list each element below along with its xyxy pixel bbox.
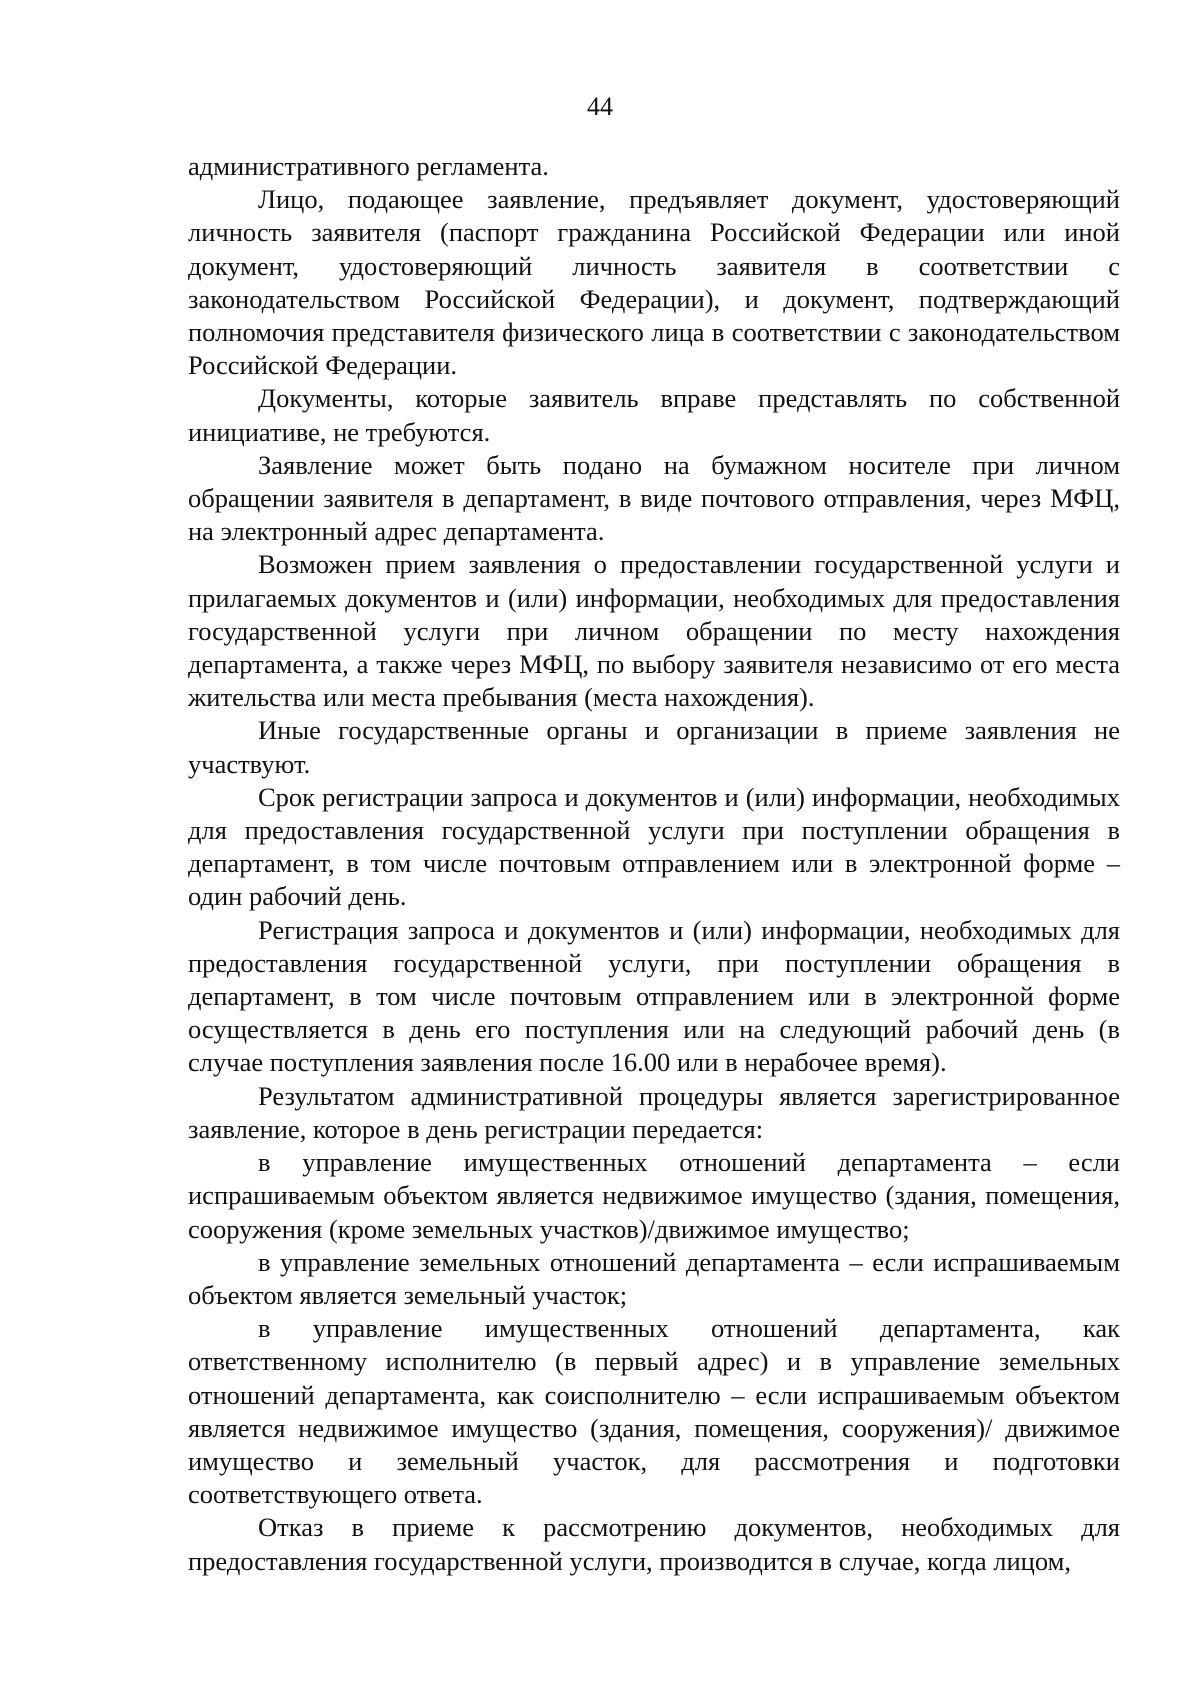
paragraph-reception-location: Возможен прием заявления о предоставлении государственной услуги и прилагаемых документов и (или) информации, необходимых для предоставления государственной услуги при личном обращении по месту нахождения департамента, а также через МФЦ, по выбору заявителя независимо от его места жительства или места пребывания (места нахождения).	[188, 549, 1120, 713]
paragraph-optional-documents: Документы, которые заявитель вправе представлять по собственной инициативе, не требуются.	[188, 383, 1120, 447]
page-number: 44	[587, 92, 613, 121]
paragraph-registration-term: Срок регистрации запроса и документов и (или) информации, необходимых для предоставления государственной услуги при поступлении обращения в департамент, в том числе почтовым отправлением или в электронной форме – один рабочий день.	[188, 781, 1120, 912]
paragraph-property-department: в управление имущественных отношений департамента – если испрашиваемым объектом является недвижимое имущество (здания, помещения, сооружения (кроме земельных участков)/движимое имущество;	[188, 1147, 1120, 1244]
paragraph-land-department: в управление земельных отношений департамента – если испрашиваемым объектом является земельный участок;	[188, 1246, 1120, 1310]
paragraph-submission-methods: Заявление может быть подано на бумажном носителе при личном обращении заявителя в департамент, в виде почтового отправления, через МФЦ, на электронный адрес департамента.	[188, 449, 1120, 547]
paragraph-procedure-result: Результатом административной процедуры является зарегистрированное заявление, которое в день регистрации передается:	[188, 1080, 1120, 1144]
paragraph-registration-procedure: Регистрация запроса и документов и (или) информации, необходимых для предоставления государственной услуги, при поступлении обращения в департамент, в том числе почтовым отправлением или в электронной форме осуществляется в день его поступления или на следующий рабочий день (в случае поступления заявления после 16.00 или в нерабочее время).	[188, 914, 1120, 1078]
document-body	[188, 150, 1120, 1578]
paragraph-joint-handling: в управление имущественных отношений департамента, как ответственному исполнителю (в первый адрес) и в управление земельных отношений департамента, как соисполнителю – если испрашиваемым объектом является недвижимое имущество (здания, помещения, сооружения)/ движимое имущество и земельный участок, для рассмотрения и подготовки соответствующего ответа.	[188, 1313, 1120, 1510]
paragraph-identity-document: Лицо, подающее заявление, предъявляет документ, удостоверяющий личность заявителя (паспорт гражданина Российской Федерации или иной документ, удостоверяющий личность заявителя в соответствии с законодательством Российской Федерации), и документ, подтверждающий полномочия представителя физического лица в соответствии с законодательством Российской Федерации.	[188, 184, 1120, 381]
paragraph-refusal: Отказ в приеме к рассмотрению документов, необходимых для предоставления государственной услуги, производится в случае, когда лицом,	[188, 1512, 1120, 1576]
paragraph-regulation-continuation: административного регламента.	[188, 151, 549, 181]
paragraph-other-bodies: Иные государственные органы и организации в приеме заявления не участвуют.	[188, 715, 1120, 779]
